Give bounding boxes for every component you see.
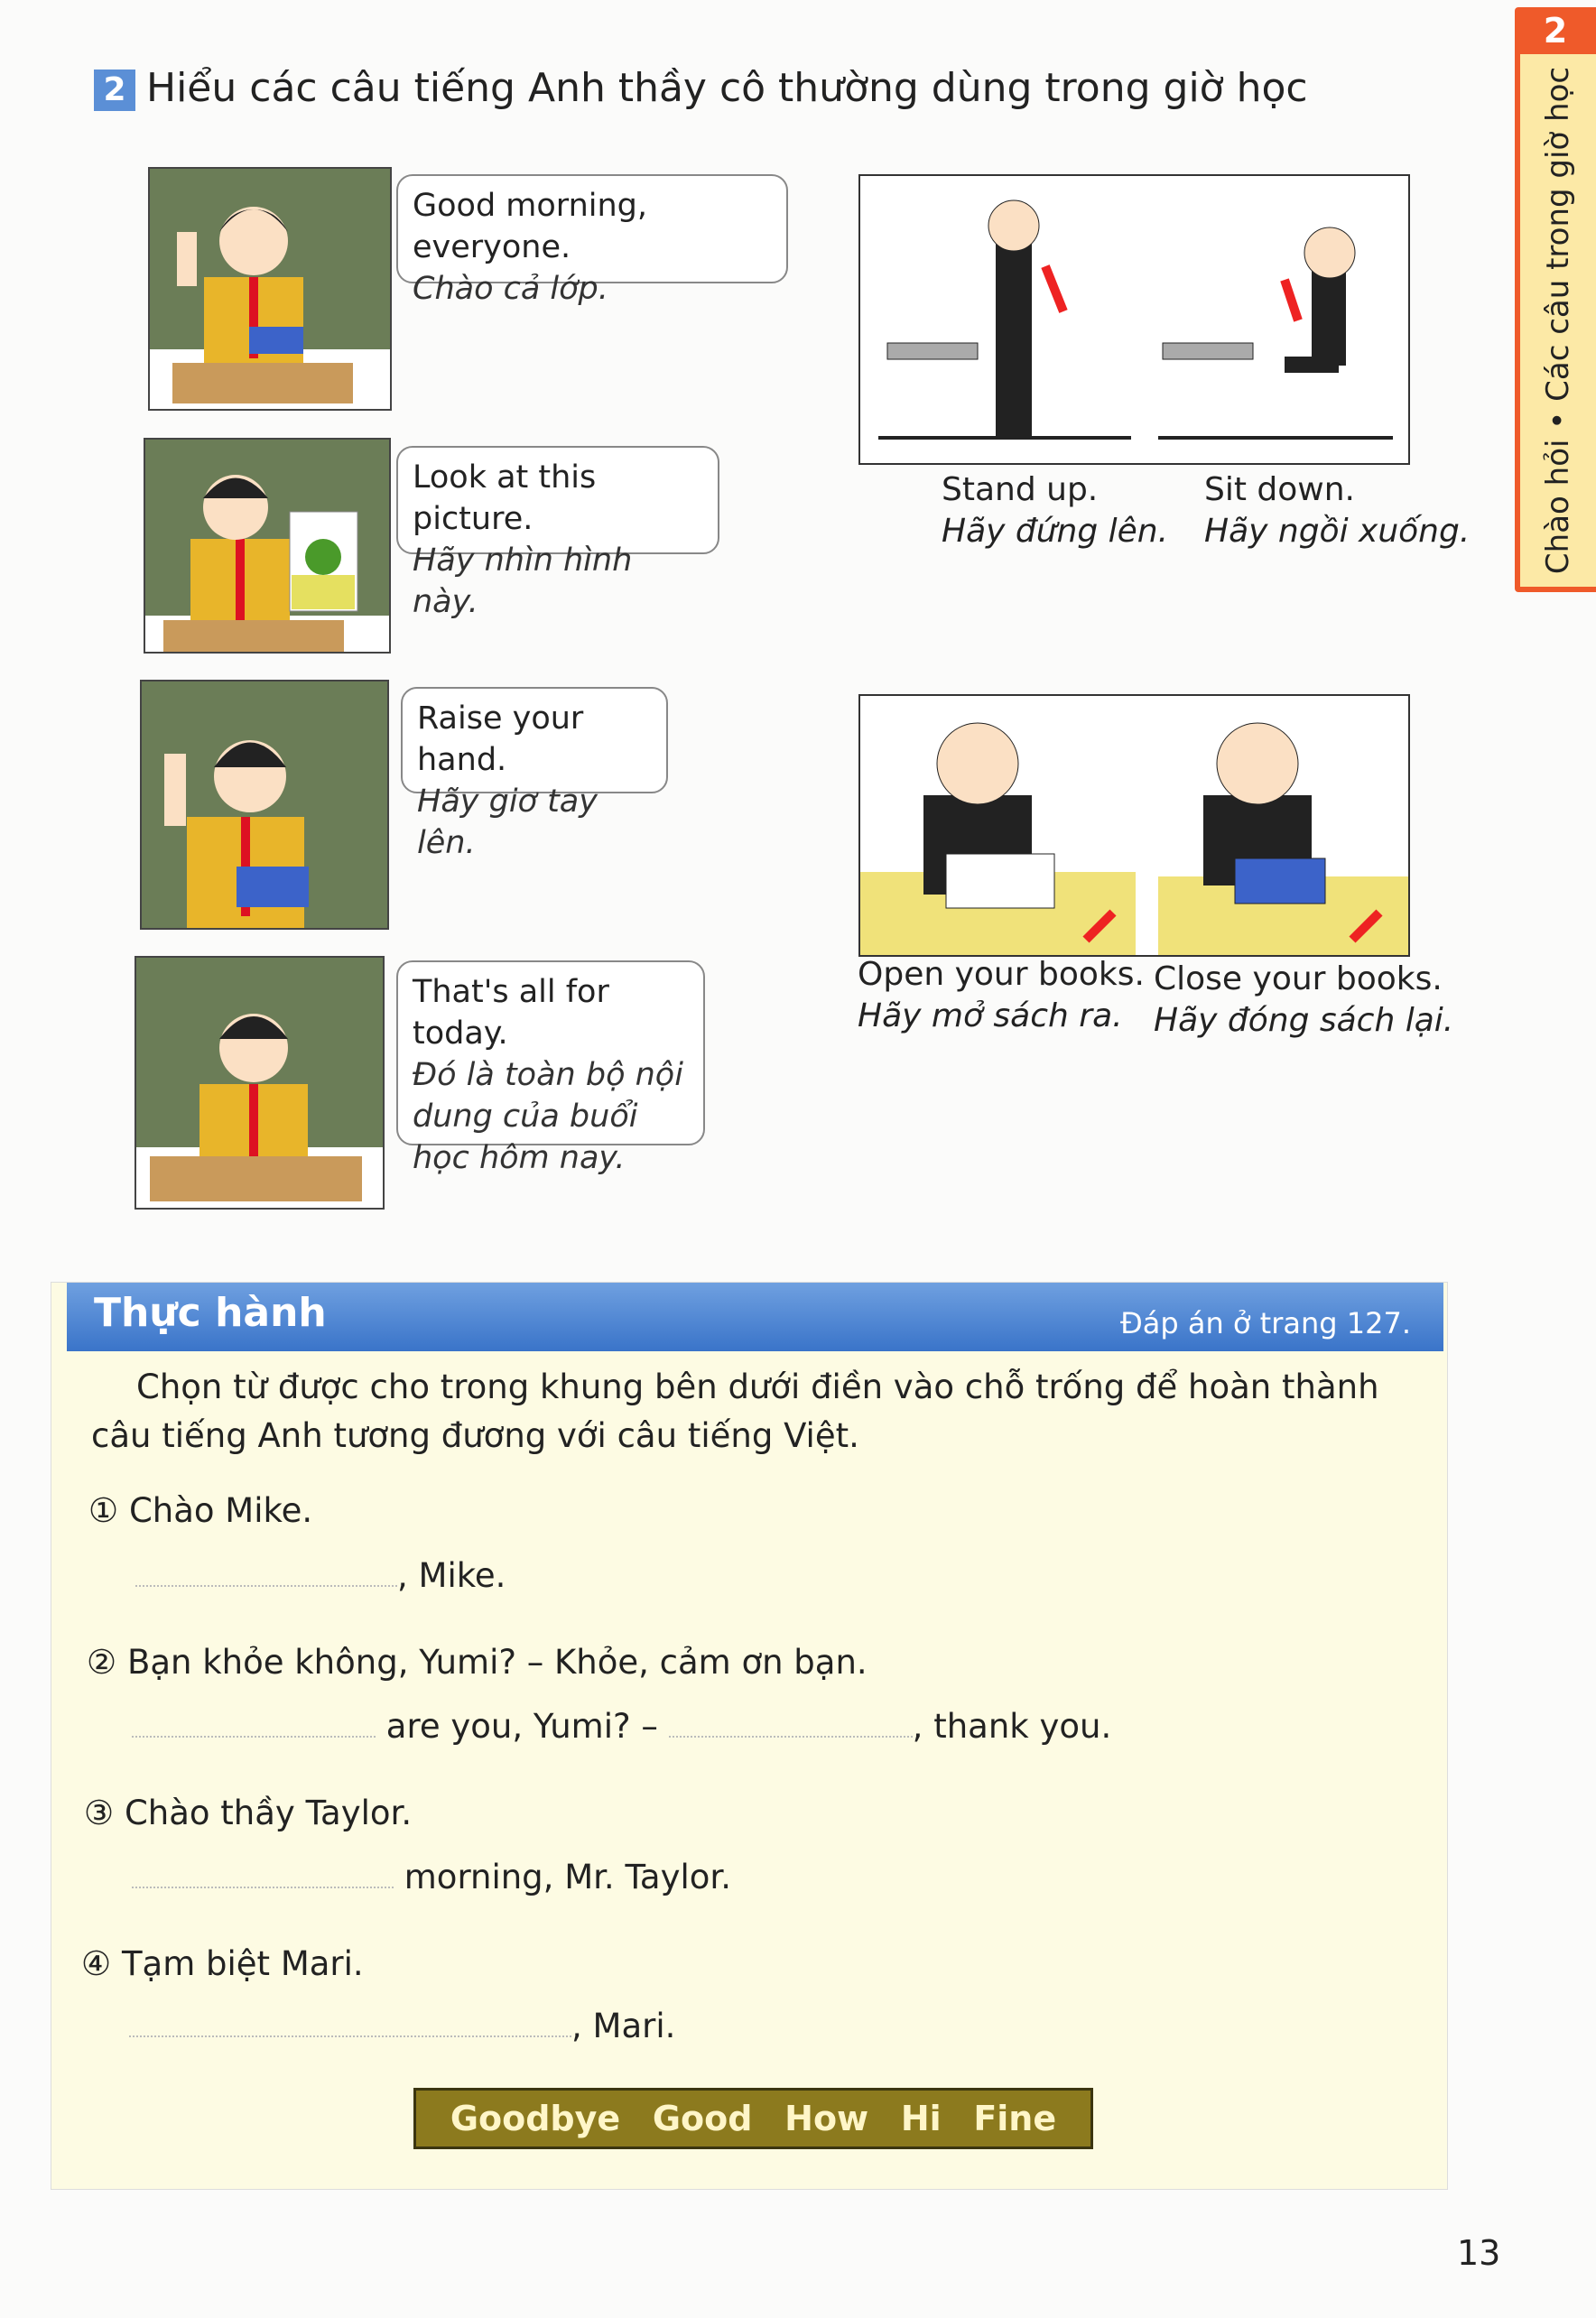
answer-blank[interactable]	[132, 1705, 376, 1738]
practice-header	[67, 1283, 1443, 1351]
speech-bubble	[396, 960, 705, 1176]
caption-en: Open your books.	[858, 956, 1145, 993]
practice-instruction: Chọn từ được cho trong khung bên dưới điền vào chỗ trống để hoàn thành câu tiếng Anh tương đương với câu tiếng Việt.	[91, 1368, 1379, 1455]
section-title-text: Hiểu các câu tiếng Anh thầy cô thường dùng trong giờ học	[146, 65, 1308, 111]
chapter-label: Chào hỏi • Các câu trong giờ học	[1540, 66, 1576, 575]
caption-en: Stand up.	[942, 471, 1099, 508]
action-caption	[942, 469, 1168, 552]
teacher-raise-hand-illustration	[140, 680, 389, 930]
chapter-number: 2	[1543, 11, 1568, 51]
item-prompt: ② Bạn khỏe không, Yumi? – Khỏe, cảm ơn bạn.	[87, 1643, 868, 1682]
chapter-side-tab	[1515, 7, 1596, 592]
word-option: Goodbye	[450, 2099, 621, 2138]
answer-blank[interactable]	[132, 1856, 394, 1888]
item-answer-line: , Mike.	[135, 1554, 506, 1595]
speech-bubble	[396, 446, 719, 620]
phrase-vi: Đó là toàn bộ nội dung của buổi học hôm nay.	[413, 1057, 683, 1176]
page-number: 13	[1457, 2233, 1501, 2273]
answer-blank[interactable]	[669, 1705, 913, 1738]
word-bank	[413, 2088, 1093, 2149]
item-answer-line: are you, Yumi? – , thank you.	[132, 1705, 1111, 1746]
stand-sit-illustration	[858, 174, 1410, 465]
action-caption	[858, 954, 1145, 1037]
caption-vi: Hãy đóng sách lại.	[1154, 1002, 1454, 1039]
section-number: 2	[94, 70, 135, 111]
action-caption	[1204, 469, 1470, 552]
item-answer-line: morning, Mr. Taylor.	[132, 1856, 731, 1896]
item-prompt: ④ Tạm biệt Mari.	[81, 1944, 364, 1983]
phrase-en: That's all for today.	[413, 974, 609, 1052]
teacher-picture-illustration	[144, 438, 391, 654]
caption-vi: Hãy đứng lên.	[942, 513, 1169, 550]
caption-en: Close your books.	[1154, 960, 1443, 997]
answer-blank[interactable]	[135, 1554, 397, 1587]
open-close-books-illustration	[858, 694, 1410, 957]
answer-reference: Đáp án ở trang 127.	[1119, 1306, 1411, 1340]
teacher-dismiss-illustration	[135, 956, 385, 1210]
phrase-en: Good morning, everyone.	[413, 188, 648, 265]
section-title	[94, 65, 1308, 111]
caption-vi: Hãy mở sách ra.	[858, 997, 1123, 1034]
word-option: Good	[652, 2099, 753, 2138]
practice-title: Thực hành	[94, 1290, 327, 1336]
phrase-en: Look at this picture.	[413, 459, 597, 537]
word-option: Fine	[973, 2099, 1057, 2138]
item-prompt: ① Chào Mike.	[88, 1491, 313, 1530]
phrase-vi: Chào cả lớp.	[413, 271, 608, 307]
phrase-en: Raise your hand.	[417, 700, 584, 778]
action-caption	[1154, 959, 1453, 1042]
phrase-vi: Hãy nhìn hình này.	[413, 542, 633, 620]
caption-vi: Hãy ngồi xuống.	[1204, 513, 1471, 550]
speech-bubble	[401, 687, 668, 861]
teacher-greeting-illustration	[148, 167, 392, 411]
answer-blank[interactable]	[129, 2005, 571, 2037]
word-option: Hi	[900, 2099, 942, 2138]
phrase-vi: Hãy giơ tay lên.	[417, 783, 598, 861]
item-prompt: ③ Chào thầy Taylor.	[84, 1794, 413, 1832]
item-answer-line: , Mari.	[129, 2005, 675, 2045]
caption-en: Sit down.	[1204, 471, 1355, 508]
speech-bubble	[396, 174, 788, 307]
word-option: How	[784, 2099, 869, 2138]
